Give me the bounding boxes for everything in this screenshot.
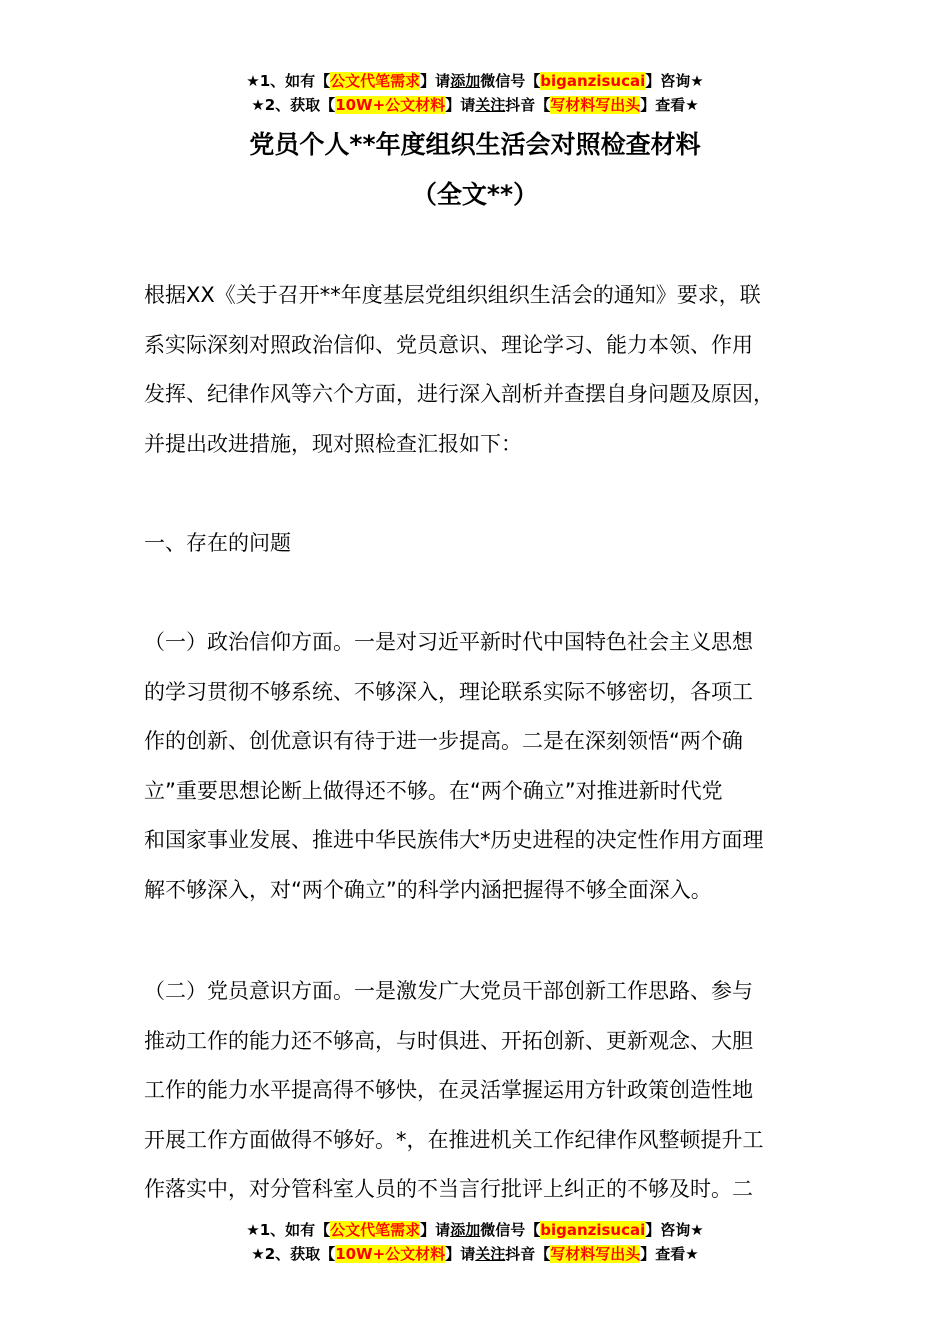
text-line: 根据XX《关于召开**年度基层党组织组织生活会的通知》要求，联	[144, 283, 761, 307]
banner-text: 微信号【	[480, 1221, 541, 1239]
text-line: 并提出改进措施，现对照检查汇报如下：	[144, 431, 522, 456]
banner-text: 】请	[445, 1245, 476, 1263]
text-line: 推动工作的能力还不够高，与时俱进、开拓创新、更新观念、大胆	[144, 1028, 753, 1053]
banner-underline: 关注	[475, 96, 506, 114]
highlight-douyin: 写材料写出头	[550, 96, 641, 114]
banner-text: 微信号【	[480, 72, 541, 90]
banner-text: ★2、获取【	[251, 96, 336, 114]
banner-text: 抖音【	[505, 96, 551, 114]
highlight-materials: 10W+公文材料	[335, 96, 446, 114]
banner-text: 】查看★	[640, 1245, 699, 1263]
banner-underline: 添加	[450, 1221, 481, 1239]
banner-underline: 添加	[450, 72, 481, 90]
top-banner-line-1	[0, 70, 950, 92]
banner-underline: 关注	[475, 1245, 506, 1263]
highlight-douyin: 写材料写出头	[550, 1245, 641, 1263]
highlight-wechat-id: biganzisucai	[540, 1221, 646, 1239]
text-line: （一）政治信仰方面。一是对习近平新时代中国特色社会主义思想	[144, 630, 753, 654]
text-line: 作落实中，对分管科室人员的不当言行批评上纠正的不够及时。二	[144, 1177, 753, 1202]
banner-text: 抖音【	[505, 1245, 551, 1263]
bottom-banner-line-1	[0, 1219, 950, 1241]
banner-text: ★2、获取【	[251, 1245, 336, 1263]
bottom-banner-line-2	[0, 1243, 950, 1265]
section-heading	[144, 519, 834, 569]
document-title: 党员个人**年度组织生活会对照检查材料	[249, 130, 701, 159]
text-line: 开展工作方面做得不够好。*，在推进机关工作纪律作风整顿提升工	[144, 1127, 764, 1152]
banner-text: 】咨询★	[645, 1221, 704, 1239]
banner-text: 】请	[445, 96, 476, 114]
banner-text: 】查看★	[640, 96, 699, 114]
intro-paragraph	[144, 271, 834, 469]
text-line: 系实际深刻对照政治信仰、党员意识、理论学习、能力本领、作用	[144, 332, 753, 357]
highlight-wechat-id: biganzisucai	[540, 72, 646, 90]
banner-text: ★1、如有【	[246, 1221, 331, 1239]
text-line: 解不够深入，对“两个确立”的科学内涵把握得不够全面深入。	[144, 877, 712, 902]
text-line: 作的创新、创优意识有待于进一步提高。二是在深刻领悟“两个确	[144, 729, 743, 754]
text-line: 和国家事业发展、推进中华民族伟大*历史进程的决定性作用方面理	[144, 828, 764, 853]
subsection-political-belief	[144, 618, 834, 916]
banner-text: ★1、如有【	[246, 72, 331, 90]
text-line: （二）党员意识方面。一是激发广大党员干部创新工作思路、参与	[144, 979, 753, 1003]
text-line: 一、存在的问题	[144, 531, 291, 555]
document-subtitle: （全文**）	[411, 180, 539, 209]
banner-text: 】请	[420, 1221, 451, 1239]
highlight-service: 公文代笔需求	[330, 72, 421, 90]
highlight-materials: 10W+公文材料	[335, 1245, 446, 1263]
text-line: 的学习贯彻不够系统、不够深入，理论联系实际不够密切，各项工	[144, 679, 753, 704]
text-line: 立”重要思想论断上做得还不够。在“两个确立”对推进新时代党	[144, 778, 723, 803]
subsection-party-awareness	[144, 967, 834, 1215]
banner-text: 】请	[420, 72, 451, 90]
highlight-service: 公文代笔需求	[330, 1221, 421, 1239]
text-line: 发挥、纪律作风等六个方面，进行深入剖析并查摆自身问题及原因，	[144, 382, 774, 407]
banner-text: 】咨询★	[645, 72, 704, 90]
top-banner-line-2	[0, 94, 950, 116]
text-line: 工作的能力水平提高得不够快，在灵活掌握运用方针政策创造性地	[144, 1078, 753, 1103]
